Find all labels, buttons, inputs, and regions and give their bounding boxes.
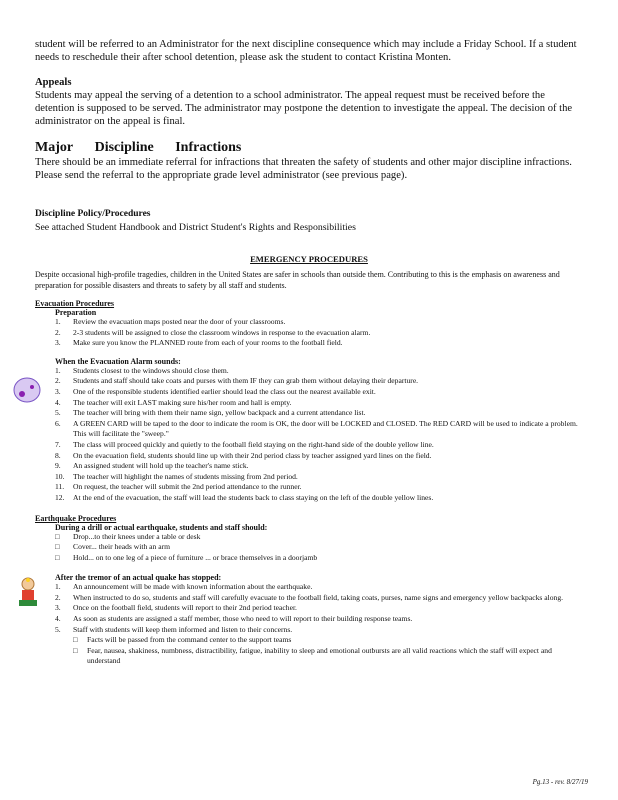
appeals-heading: Appeals — [35, 77, 72, 88]
after-tremor-list — [35, 582, 583, 667]
list-item: 5. Staff with students will keep them informed and listen to their concerns. — [55, 624, 293, 634]
heading-word: Major — [35, 140, 74, 155]
list-item: 1. Review the evacuation maps posted near the door of your classrooms. — [55, 317, 286, 326]
major-infractions-paragraph: There should be an immediate referral for infractions that threaten the safety of students and other major discipline infractions. Please send the referral to the appropriate grade level administrator (see previous page). — [35, 157, 572, 181]
list-subitem: □ Facts will be passed from the command center to the support teams — [73, 635, 292, 645]
list-item: 2. When instructed to do so, students and staff will carefully evacuate to the football field, taking coats, purses, name signs and emergency yellow backpacks along. — [55, 592, 564, 602]
list-item: 5. The teacher will bring with them their name sign, yellow backpack and a current attendance list. — [55, 408, 366, 418]
earthquake-heading: Earthquake Procedures — [35, 513, 117, 523]
list-item: 7. The class will proceed quickly and quietly to the football field staying on the right-hand side of the double yellow line. — [55, 439, 434, 449]
alarm-list — [35, 366, 583, 504]
list-item: 8. On the evacuation field, students should line up with their 2nd period class by teacher assigned yard lines on the field. — [55, 450, 432, 460]
list-item: 4. As soon as students are assigned a staff member, those who need to will report to their building response teams. — [55, 614, 413, 624]
list-item: □ Hold... on to one leg of a piece of furniture ... or brace themselves in a doorjamb — [55, 552, 318, 562]
preparation-heading: Preparation — [55, 308, 97, 317]
policy-paragraph: See attached Student Handbook and District Student's Rights and Responsibilities — [35, 222, 356, 233]
list-item: 2. Students and staff should take coats and purses with them IF they can grab them without delaying their departure. — [55, 376, 419, 386]
preparation-list — [35, 317, 583, 349]
policy-heading: Discipline Policy/Procedures — [35, 209, 151, 219]
list-item: 11. On request, the teacher will submit the 2nd period attendance to the runner. — [55, 482, 302, 492]
list-item: □ Cover... their heads with an arm — [55, 542, 171, 552]
emergency-heading: EMERGENCY PROCEDURES — [250, 254, 368, 264]
major-infractions-heading — [35, 140, 583, 156]
list-subitem: □ Fear, nausea, shakiness, numbness, distractibility, fatigue, inability to sleep and emotional outbursts are all valid reactions which the staff will expect and understand — [73, 645, 552, 666]
heading-word: Infractions — [175, 140, 242, 155]
page-footer: Pg.13 - rev. 8/27/19 — [532, 778, 588, 786]
drill-list — [35, 532, 583, 564]
list-item: 1. An announcement will be made with known information about the earthquake. — [55, 582, 313, 592]
list-item: 1. Students closest to the windows should close them. — [55, 365, 229, 375]
emergency-intro: Despite occasional high-profile tragedies, children in the United States are safer in schools than outside them. Contributing to this is the emphasis on awareness and preparation for possible disasters and threats to safety by all staff and students. — [35, 270, 560, 290]
heading-word: Discipline — [94, 140, 154, 155]
document-page — [35, 38, 583, 667]
list-item: 10. The teacher will highlight the names of students missing from 2nd period. — [55, 471, 298, 481]
list-item: 3. One of the responsible students identified earlier should lead the class out the nearest available exit. — [55, 386, 376, 396]
list-item: 2. 2-3 students will be assigned to close the classroom windows in response to the evacuation alarm. — [55, 327, 371, 337]
alarm-heading: When the Evacuation Alarm sounds: — [55, 356, 181, 366]
list-item: 12. At the end of the evacuation, the staff will lead the students back to class staying on the left of the double yellow lines. — [55, 492, 434, 502]
appeals-paragraph: Students may appeal the serving of a detention to a school administrator. The appeal request must be received before the detention is supposed to be served. The administrator may postpone the detention to investigate the appeal. The decision of the administrator on the appeal is final. — [35, 90, 573, 127]
after-tremor-heading: After the tremor of an actual quake has stopped: — [55, 573, 222, 583]
list-item: 3. Once on the football field, students will report to their 2nd period teacher. — [55, 603, 297, 613]
referral-paragraph: student will be referred to an Administrator for the next discipline consequence which may include a Friday School. If a student needs to reschedule their after school detention, please ask the student to contact Kristina Monten. — [35, 39, 577, 63]
drill-heading: During a drill or actual earthquake, students and staff should: — [55, 522, 268, 532]
evacuation-heading: Evacuation Procedures — [35, 299, 115, 308]
list-item: □ Drop...to their knees under a table or desk — [55, 531, 201, 541]
list-item: 9. An assigned student will hold up the teacher's name stick. — [55, 461, 249, 471]
list-item: 6. A GREEN CARD will be taped to the door to indicate the room is OK, the door will be LOCKED and CLOSED. The RED CARD will be used to indicate a problem. This will facilitate the "sweep." — [55, 418, 578, 439]
list-item: 4. The teacher will exit LAST making sure his/her room and hall is empty. — [55, 397, 292, 407]
list-item: 3. Make sure you know the PLANNED route from each of your rooms to the football field. — [55, 338, 343, 348]
